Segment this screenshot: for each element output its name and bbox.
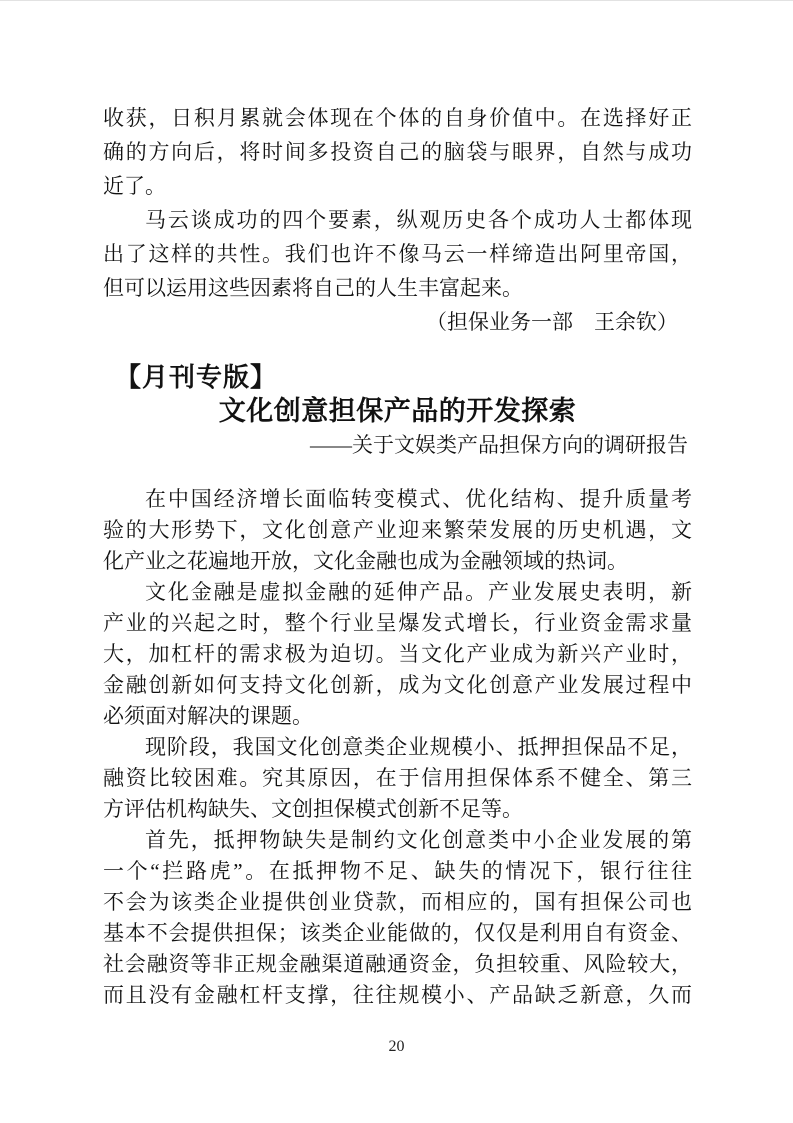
page-number: 20	[388, 1038, 405, 1055]
paragraph	[103, 577, 692, 732]
text-line: 社会融资等非正规金融渠道融通资金，负担较重、风险较大，	[103, 952, 692, 976]
text-line: 方评估机构缺失、文创担保模式创新不足等。	[103, 797, 523, 821]
text-line: 收获，日积月累就会体现在个体的自身价值中。在选择好正	[103, 106, 692, 130]
text-column	[103, 1, 692, 1011]
text-line: 必须面对解决的课题。	[103, 704, 313, 728]
text-line: 马云谈成功的四个要素，纵观历史各个成功人士都体现	[145, 208, 692, 232]
paragraph-continuation	[103, 101, 692, 203]
text-line: 不会为该类企业提供创业贷款，而相应的，国有担保公司也	[103, 890, 692, 914]
text-line: 近了。	[103, 174, 166, 198]
paragraph	[103, 732, 692, 825]
text-line: 产业的兴起之时，整个行业呈爆发式增长，行业资金需求量	[103, 611, 692, 635]
text-line: 融资比较困难。究其原因，在于信用担保体系不健全、第三	[103, 766, 692, 790]
text-line: 在中国经济增长面临转变模式、优化结构、提升质量考	[145, 487, 692, 511]
paragraph-continues-next-page	[103, 825, 692, 1011]
text-line: 确的方向后，将时间多投资自己的脑袋与眼界，自然与成功	[103, 140, 692, 164]
text-line: 而且没有金融杠杆支撑，往往规模小、产品缺乏新意，久而	[103, 983, 692, 1007]
text-line: 但可以运用这些因素将自己的人生丰富起来。	[103, 276, 523, 300]
text-line: 验的大形势下，文化创意产业迎来繁荣发展的历史机遇，文	[103, 518, 692, 542]
paragraph	[103, 484, 692, 577]
column-tag-heading: 【月刊专版】	[115, 363, 278, 392]
text-line: 文化金融是虚拟金融的延伸产品。产业发展史表明，新	[145, 580, 692, 604]
text-line: 出了这样的共性。我们也许不像马云一样缔造出阿里帝国，	[103, 242, 692, 266]
article-subtitle: ——关于文娱类产品担保方向的调研报告	[310, 433, 688, 457]
text-line: 化产业之花遍地开放，文化金融也成为金融领域的热词。	[103, 549, 628, 573]
paragraph	[103, 203, 692, 305]
previous-article-end	[103, 1, 692, 339]
text-line: 基本不会提供担保；该类企业能做的，仅仅是利用自有资金、	[103, 921, 692, 945]
text-line: 金融创新如何支持文化创新，成为文化创意产业发展过程中	[103, 673, 692, 697]
text-line: 现阶段，我国文化创意类企业规模小、抵押担保品不足，	[145, 735, 692, 759]
article-title: 文化创意担保产品的开发探索	[218, 396, 577, 426]
text-line: 一个“拦路虎”。在抵押物不足、缺失的情况下，银行往往	[103, 859, 692, 883]
text-line: 首先，抵押物缺失是制约文化创意类中小企业发展的第	[145, 828, 692, 852]
text-line: 大，加杠杆的需求极为迫切。当文化产业成为新兴产业时，	[103, 642, 692, 666]
article-body	[103, 484, 692, 1011]
author-signature: （担保业务一部 王余钦）	[426, 310, 678, 334]
